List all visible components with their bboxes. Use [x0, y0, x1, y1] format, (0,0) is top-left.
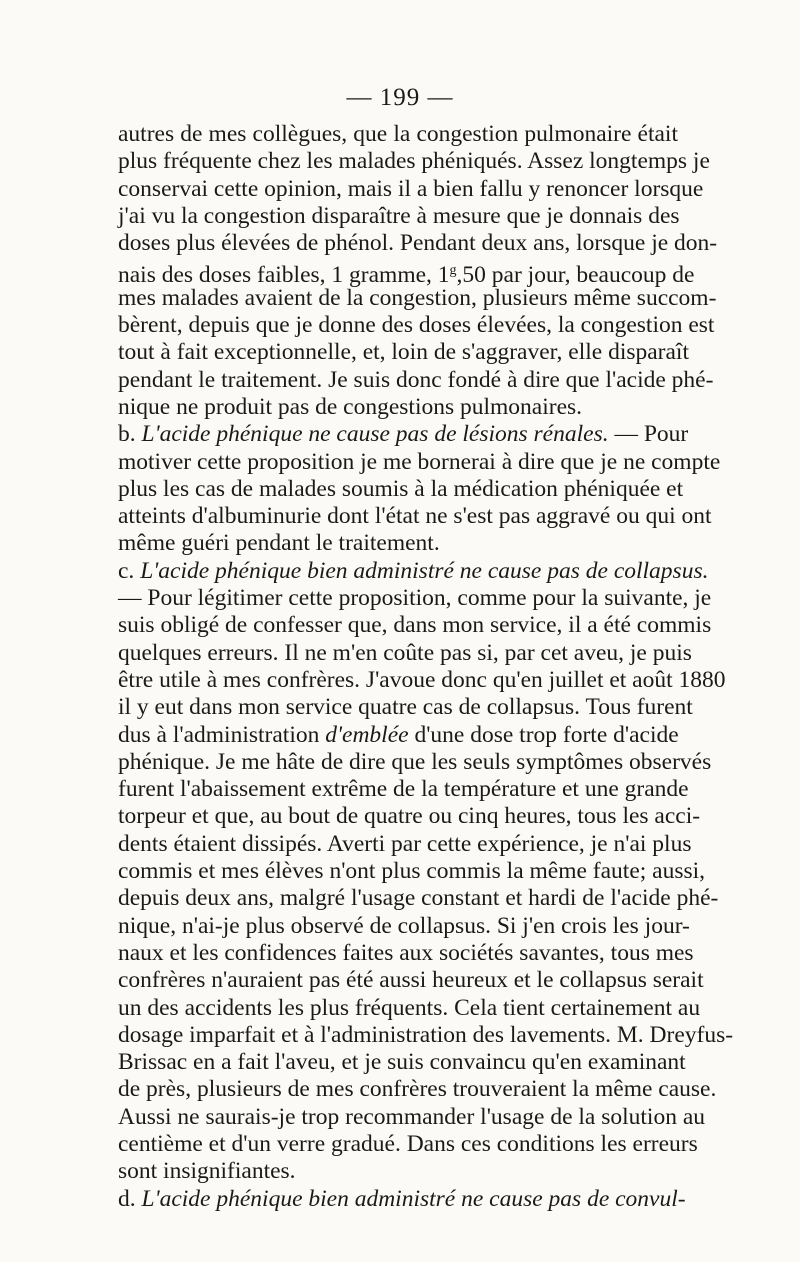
text-segment: de près, plusieurs de mes confrères trouveraient la même cause.: [118, 1076, 717, 1103]
text-segment: depuis deux ans, malgré l'usage constant et hardi de l'acide phé-: [118, 885, 719, 912]
text-line: [118, 1130, 698, 1158]
text-segment: bèrent, depuis que je donne des doses élevées, la congestion est: [118, 312, 715, 339]
text-line: [118, 421, 689, 448]
text-line: [118, 448, 721, 476]
text-segment: autres de mes collègues, que la congestion pulmonaire était: [118, 121, 678, 147]
text-segment: nique, n'ai-je plus observé de collapsus. Si j'en crois les jour-: [118, 912, 690, 939]
page-number: — 199 —: [346, 84, 454, 111]
text-segment: furent l'abaissement extrême de la température et une grande: [118, 776, 689, 803]
text-segment: confrères n'auraient pas été aussi heureux et le collapsus serait: [118, 967, 704, 994]
text-segment: doses plus élevées de phénol. Pendant deux ans, lorsque je don-: [118, 230, 718, 257]
text-segment: suis obligé de confesser que, dans mon service, il a été commis: [118, 612, 712, 639]
text-segment: conservai cette opinion, mais il a bien fallu y renoncer lorsque: [118, 175, 704, 202]
text-segment: commis et mes élèves n'ont plus commis la même faute; aussi,: [118, 858, 706, 885]
text-line: [118, 475, 684, 503]
text-segment: j'ai vu la congestion disparaître à mesure que je donnais des: [118, 202, 680, 229]
text-segment: dents étaient dissipés. Averti par cette expérience, je n'ai plus: [118, 830, 692, 857]
text-segment: dus à l'administration: [118, 721, 326, 748]
text-segment: — Pour légitimer cette proposition, comme pour la suivante, je: [118, 585, 712, 612]
text-line: [118, 366, 714, 394]
text-line: [118, 858, 706, 885]
text-line: [118, 939, 694, 967]
text-line: [118, 585, 712, 612]
body-text: [118, 121, 734, 1213]
text-segment: d.: [118, 1185, 142, 1212]
text-segment: centième et d'un verre gradué. Dans ces conditions les erreurs: [118, 1130, 698, 1157]
text-segment: c.: [118, 557, 141, 584]
text-line: [118, 1021, 734, 1049]
text-segment: pendant le traitement. Je suis donc fondé à dire que l'acide phé-: [118, 366, 714, 393]
text-segment: torpeur et que, au bout de quatre ou cinq heures, tous les acci-: [118, 803, 701, 830]
text-line: [118, 1076, 717, 1103]
text-segment: quelques erreurs. Il ne m'en coûte pas si, par cet aveu, je puis: [118, 639, 692, 666]
text-line: [118, 639, 692, 667]
text-segment: d'une dose trop forte d'acide: [408, 721, 679, 748]
text-line: [118, 885, 719, 912]
text-line: [118, 1049, 686, 1076]
text-line: [118, 1103, 705, 1131]
text-line: [118, 994, 701, 1022]
italic-text: L'acide phénique bien administré ne cause pas de convul-: [141, 1185, 686, 1212]
text-line: [118, 175, 704, 203]
text-segment: atteints d'albuminurie dont l'état ne s'est pas aggravé ou qui ont: [118, 503, 712, 530]
text-line: [118, 1158, 678, 1185]
text-line: [118, 284, 717, 312]
italic-text: L'acide phénique bien administré ne cause pas de collapsus.: [140, 557, 709, 584]
text-segment: — Pour: [608, 421, 689, 448]
text-line: [118, 339, 689, 366]
text-segment: ,50 par jour, beaucoup de: [456, 262, 695, 289]
text-segment: être utile à mes confrères. J'avoue donc qu'en juillet et août 1880: [118, 666, 726, 693]
superscript-text: g: [449, 263, 457, 279]
text-segment: il y eut dans mon service quatre cas de collapsus. Tous furent: [118, 694, 693, 721]
text-line: [118, 530, 678, 557]
text-line: [118, 803, 701, 830]
text-line: [118, 257, 695, 289]
text-line: [118, 967, 704, 994]
text-line: [118, 203, 678, 230]
text-line: [118, 666, 726, 694]
text-line: [118, 503, 712, 530]
text-segment: b.: [118, 421, 142, 448]
text-line: [118, 394, 678, 421]
text-segment: nique ne produit pas de congestions pulmonaires.: [118, 393, 583, 420]
text-segment: dosage imparfait et à l'administration des lavements. M. Dreyfus-: [118, 1021, 734, 1048]
text-segment: plus fréquente chez les malades phéniqués. Assez longtemps je: [118, 148, 710, 175]
text-segment: naux et les confidences faites aux sociétés savantes, tous mes: [118, 939, 694, 966]
text-line: [118, 722, 678, 749]
text-line: [118, 776, 689, 803]
text-segment: un des accidents les plus fréquents. Cela tient certainement au: [118, 994, 701, 1021]
text-line: [118, 557, 709, 585]
text-segment: Aussi ne saurais-je trop recommander l'usage de la solution au: [118, 1103, 705, 1130]
text-segment: sont insignifiantes.: [118, 1158, 296, 1185]
text-line: [118, 230, 718, 257]
text-line: [118, 1185, 686, 1213]
italic-text: L'acide phénique ne cause pas de lésions rénales.: [141, 421, 609, 448]
text-line: [118, 694, 693, 721]
text-segment: Brissac en a fait l'aveu, et je suis convaincu qu'en examinant: [118, 1049, 686, 1076]
text-line: [118, 830, 692, 858]
text-segment: même guéri pendant le traitement.: [118, 530, 440, 557]
text-line: [118, 748, 712, 776]
text-segment: mes malades avaient de la congestion, plusieurs même succom-: [118, 284, 717, 311]
text-segment: motiver cette proposition je me bornerai à dire que je ne compte: [118, 448, 721, 475]
text-line: [118, 121, 678, 148]
text-line: [118, 148, 710, 175]
text-segment: nais des doses faibles, 1 gramme, 1: [118, 262, 450, 289]
text-line: [118, 612, 712, 639]
text-segment: phénique. Je me hâte de dire que les seuls symptômes observés: [118, 748, 712, 775]
text-segment: plus les cas de malades soumis à la médication phéniquée et: [118, 475, 684, 502]
text-line: [118, 912, 690, 940]
text-segment: tout à fait exceptionnelle, et, loin de s'aggraver, elle disparaît: [118, 339, 689, 366]
italic-text: d'emblée: [325, 721, 409, 748]
text-line: [118, 312, 715, 339]
